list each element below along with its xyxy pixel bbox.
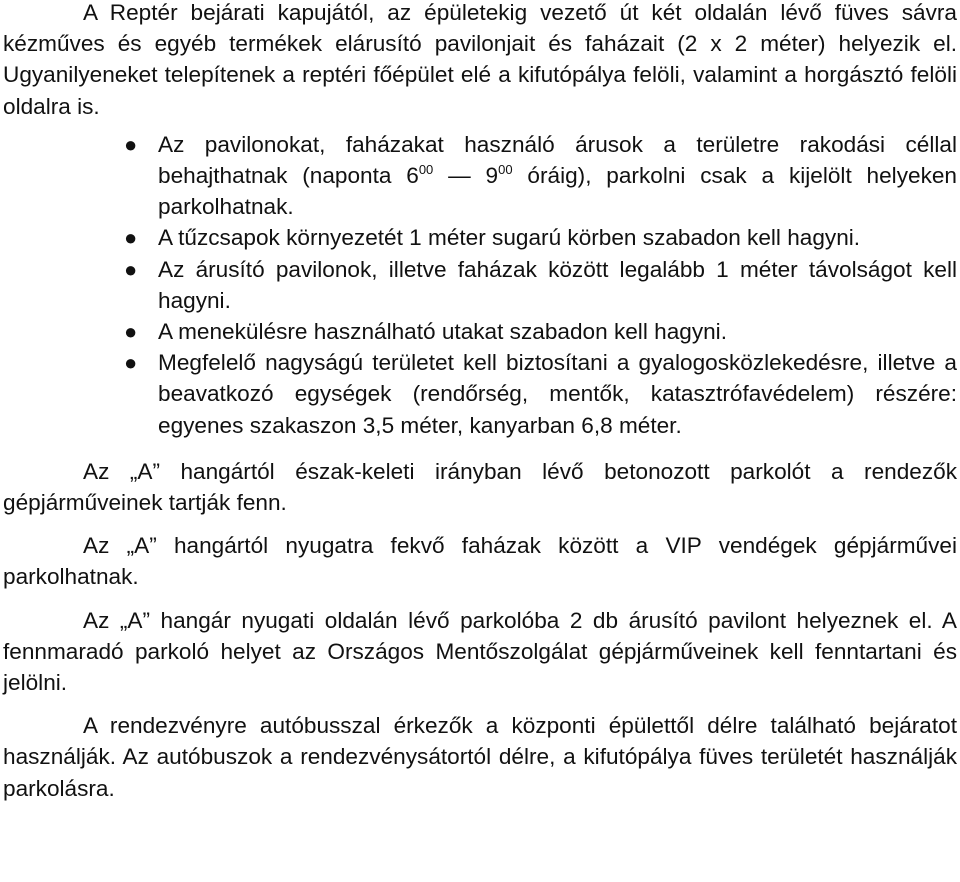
bullet-item-text: Megfelelő nagyságú területet kell biztosítani a gyalogosközlekedésre, illetve a beavatkozó egységek (rendőrség, mentők, katasztrófavédelem) részére: egyenes szakaszon 3,5 méter, kanyarban 6,8 méter.: [158, 350, 957, 438]
time-superscript: 00: [418, 162, 434, 178]
time-superscript: 00: [498, 162, 513, 178]
bus-parking-paragraph: A rendezvényre autóbusszal érkezők a központi épülettől délre található bejáratot használják. Az autóbuszok a rendezvénysátortól délre, a kifutópálya füves területét használják parkolásra.: [3, 713, 957, 801]
bullet-dot-icon: ●: [124, 256, 138, 282]
bullet-item-hydrants: [124, 222, 957, 253]
intro-paragraph: A Reptér bejárati kapujától, az épületekig vezető út két oldalán lévő füves sávra kézműves és egyéb termékek elárusító pavilonjait és faházait (2 x 2 méter) helyezik el. Ugyanilyeneket telepítenek a reptéri főépület elé a kifutópálya felöli, valamint a horgásztó felöli oldalra is.: [3, 0, 957, 119]
bullet-dot-icon: ●: [124, 350, 138, 376]
bullet-item-access-area: [124, 347, 957, 441]
bullet-item-text: A menekülésre használható utakat szabadon kell hagyni.: [158, 319, 727, 345]
bullet-item-spacing: [124, 254, 957, 316]
bullet-item-text: A tűzcsapok környezetét 1 méter sugarú körben szabadon kell hagyni.: [158, 225, 861, 251]
bullet-item-loading-hours: [124, 129, 957, 223]
bullet-dot-icon: ●: [124, 319, 138, 345]
bullet-item-text: óráig), parkolni csak a kijelölt helyeken parkolhatnak.: [158, 163, 957, 220]
parking-ambulance-paragraph: Az „A” hangár nyugati oldalán lévő parkolóba 2 db árusító pavilont helyeznek el. A fennmaradó parkoló helyet az Országos Mentőszolgálat gépjárműveinek kell fenntartani és jelölni.: [3, 607, 957, 696]
bullet-item-text: Az árusító pavilonok, illetve faházak között legalább 1 méter távolságot kell hagyni.: [158, 256, 957, 313]
bullet-item-text: — 9: [433, 163, 499, 189]
bullet-item-text: Az pavilonokat, faházakat használó árusok a területre rakodási céllal behajthatnak (naponta 6: [158, 131, 957, 189]
rules-bullet-list: [3, 129, 957, 441]
parking-vip-paragraph: Az „A” hangártól nyugatra fekvő faházak között a VIP vendégek gépjárművei parkolhatnak.: [3, 533, 957, 590]
bullet-dot-icon: ●: [124, 131, 138, 157]
bullet-dot-icon: ●: [124, 225, 138, 251]
bullet-item-escape-routes: [124, 316, 957, 347]
document-page: [3, 0, 957, 804]
parking-organizers-paragraph: Az „A” hangártól észak-keleti irányban lévő betonozott parkolót a rendezők gépjárműveinek tartják fenn.: [3, 458, 957, 516]
